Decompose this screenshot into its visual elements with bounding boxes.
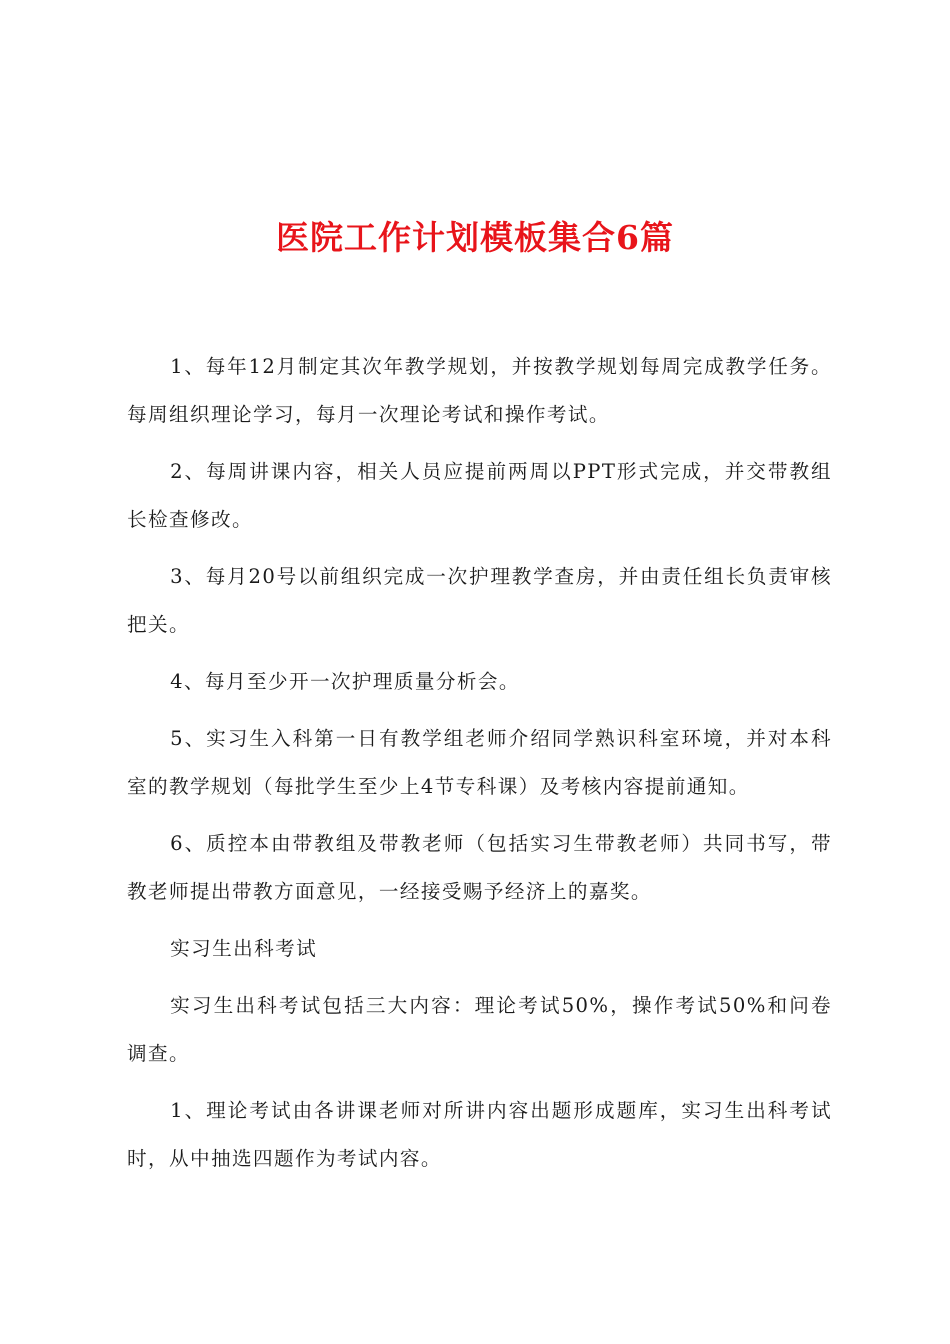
paragraph-exam-summary: 实习生出科考试包括三大内容：理论考试50%，操作考试50%和问卷调查。: [127, 994, 832, 1065]
document-body: [127, 343, 832, 1192]
paragraph-3: 3、每月20号以前组织完成一次护理教学查房，并由责任组长负责审核把关。: [127, 565, 832, 636]
paragraph-1: 1、每年12月制定其次年教学规划，并按教学规划每周完成教学任务。每周组织理论学习，每月一次理论考试和操作考试。: [127, 355, 832, 426]
paragraph-5: 5、实习生入科第一日有教学组老师介绍同学熟识科室环境，并对本科室的教学规划（每批学生至少上4节专科课）及考核内容提前通知。: [127, 727, 832, 798]
paragraph-4: 4、每月至少开一次护理质量分析会。: [170, 670, 520, 693]
section-heading-exam: 实习生出科考试: [170, 937, 318, 960]
paragraph-2: 2、每周讲课内容，相关人员应提前两周以PPT形式完成，并交带教组长检查修改。: [127, 460, 832, 531]
document-title: 医院工作计划模板集合6篇: [276, 218, 674, 257]
paragraph-exam-1: 1、理论考试由各讲课老师对所讲内容出题形成题库，实习生出科考试时，从中抽选四题作为考试内容。: [127, 1099, 832, 1170]
paragraph-6: 6、质控本由带教组及带教老师（包括实习生带教老师）共同书写，带教老师提出带教方面意见，一经接受赐予经济上的嘉奖。: [127, 832, 832, 903]
